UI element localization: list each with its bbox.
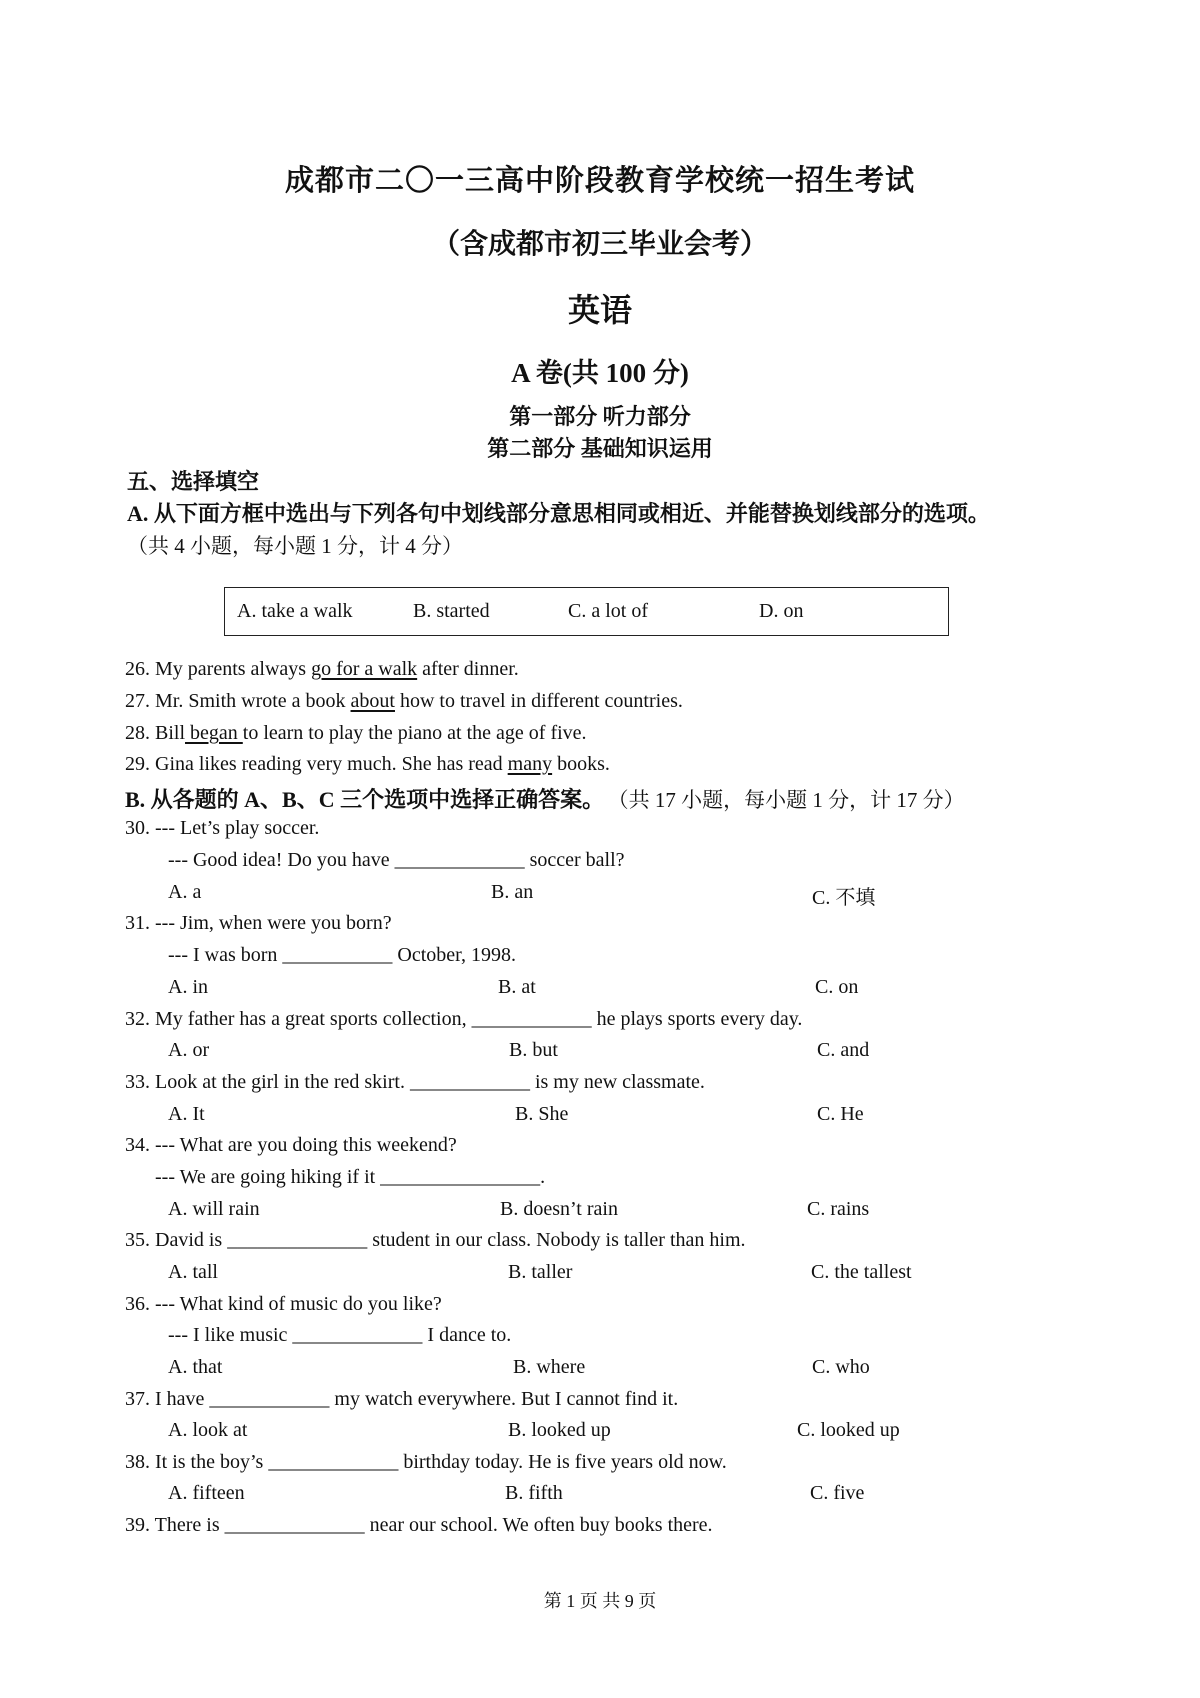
- volume-title: A 卷(共 100 分): [511, 358, 689, 388]
- question-35: 35. David is ______________ student in our class. Nobody is taller than him.: [125, 1229, 746, 1251]
- word-box: [224, 587, 949, 636]
- question-31-line2: --- I was born ___________ October, 1998.: [168, 944, 517, 966]
- box-option-c: C. a lot of: [568, 600, 648, 622]
- q32-option-b: B. but: [509, 1039, 558, 1061]
- question-30: 30. --- Let’s play soccer.: [125, 817, 320, 839]
- q34-option-b: B. doesn’t rain: [500, 1198, 618, 1220]
- q37-option-a: A. look at: [168, 1419, 248, 1441]
- q30-option-c: C. 不填: [812, 887, 876, 909]
- q38-option-b: B. fifth: [505, 1482, 563, 1504]
- question-31: 31. --- Jim, when were you born?: [125, 912, 392, 934]
- q38-option-a: A. fifteen: [168, 1482, 245, 1504]
- question-33: 33. Look at the girl in the red skirt. ____________ is my new classmate.: [125, 1071, 705, 1093]
- question-36-line2: --- I like music _____________ I dance to.: [168, 1324, 512, 1346]
- question-34-line2: --- We are going hiking if it ________________.: [155, 1166, 546, 1188]
- q35-option-a: A. tall: [168, 1261, 218, 1283]
- q35-option-c: C. the tallest: [811, 1261, 912, 1283]
- question-37: 37. I have ____________ my watch everywhere. But I cannot find it.: [125, 1388, 679, 1410]
- q31-option-c: C. on: [815, 976, 859, 998]
- section-a-instruction: A. 从下面方框中选出与下列各句中划线部分意思相同或相近、并能替换划线部分的选项。: [127, 501, 990, 526]
- question-28: 28. Bill began to learn to play the piano at the age of five.: [125, 722, 587, 744]
- exam-subtitle: （含成都市初三毕业会考）: [431, 229, 768, 260]
- q35-option-b: B. taller: [508, 1261, 573, 1283]
- section-b-heading: B. 从各题的 A、B、C 三个选项中选择正确答案。 （共 17 小题，每小题 1 分，计 17 分）: [125, 787, 965, 812]
- question-34: 34. --- What are you doing this weekend?: [125, 1134, 457, 1156]
- q32-option-a: A. or: [168, 1039, 210, 1061]
- q30-option-a: A. a: [168, 881, 202, 903]
- q32-option-c: C. and: [817, 1039, 870, 1061]
- q36-option-a: A. that: [168, 1356, 223, 1378]
- part-one-title: 第一部分 听力部分: [509, 404, 691, 429]
- question-29: 29. Gina likes reading very much. She has read many books.: [125, 753, 610, 775]
- part-two-title: 第二部分 基础知识运用: [487, 436, 713, 461]
- page-number: 第 1 页 共 9 页: [543, 1591, 657, 1611]
- q33-option-a: A. It: [168, 1103, 205, 1125]
- q36-option-b: B. where: [513, 1356, 586, 1378]
- q31-option-a: A. in: [168, 976, 208, 998]
- question-27: 27. Mr. Smith wrote a book about how to travel in different countries.: [125, 690, 683, 712]
- q37-option-b: B. looked up: [508, 1419, 611, 1441]
- box-option-b: B. started: [413, 600, 490, 622]
- question-36: 36. --- What kind of music do you like?: [125, 1293, 442, 1315]
- section-a-note: （共 4 小题，每小题 1 分，计 4 分）: [127, 534, 463, 558]
- q34-option-c: C. rains: [807, 1198, 870, 1220]
- box-option-a: A. take a walk: [237, 600, 353, 622]
- section-five-heading: 五、选择填空: [127, 469, 260, 494]
- subject-title: 英语: [567, 292, 632, 328]
- q31-option-b: B. at: [498, 976, 536, 998]
- q36-option-c: C. who: [812, 1356, 870, 1378]
- exam-title: 成都市二〇一三高中阶段教育学校统一招生考试: [284, 165, 915, 197]
- question-38: 38. It is the boy’s _____________ birthday today. He is five years old now.: [125, 1451, 727, 1473]
- q38-option-c: C. five: [810, 1482, 865, 1504]
- box-option-d: D. on: [759, 600, 804, 622]
- q30-option-b: B. an: [491, 881, 534, 903]
- question-32: 32. My father has a great sports collection, ____________ he plays sports every day.: [125, 1008, 803, 1030]
- question-30-line2: --- Good idea! Do you have _____________ soccer ball?: [168, 849, 625, 871]
- question-26: 26. My parents always go for a walk after dinner.: [125, 658, 519, 680]
- q34-option-a: A. will rain: [168, 1198, 260, 1220]
- q33-option-b: B. She: [515, 1103, 569, 1125]
- q37-option-c: C. looked up: [797, 1419, 900, 1441]
- question-39: 39. There is ______________ near our school. We often buy books there.: [125, 1514, 713, 1536]
- q33-option-c: C. He: [817, 1103, 864, 1125]
